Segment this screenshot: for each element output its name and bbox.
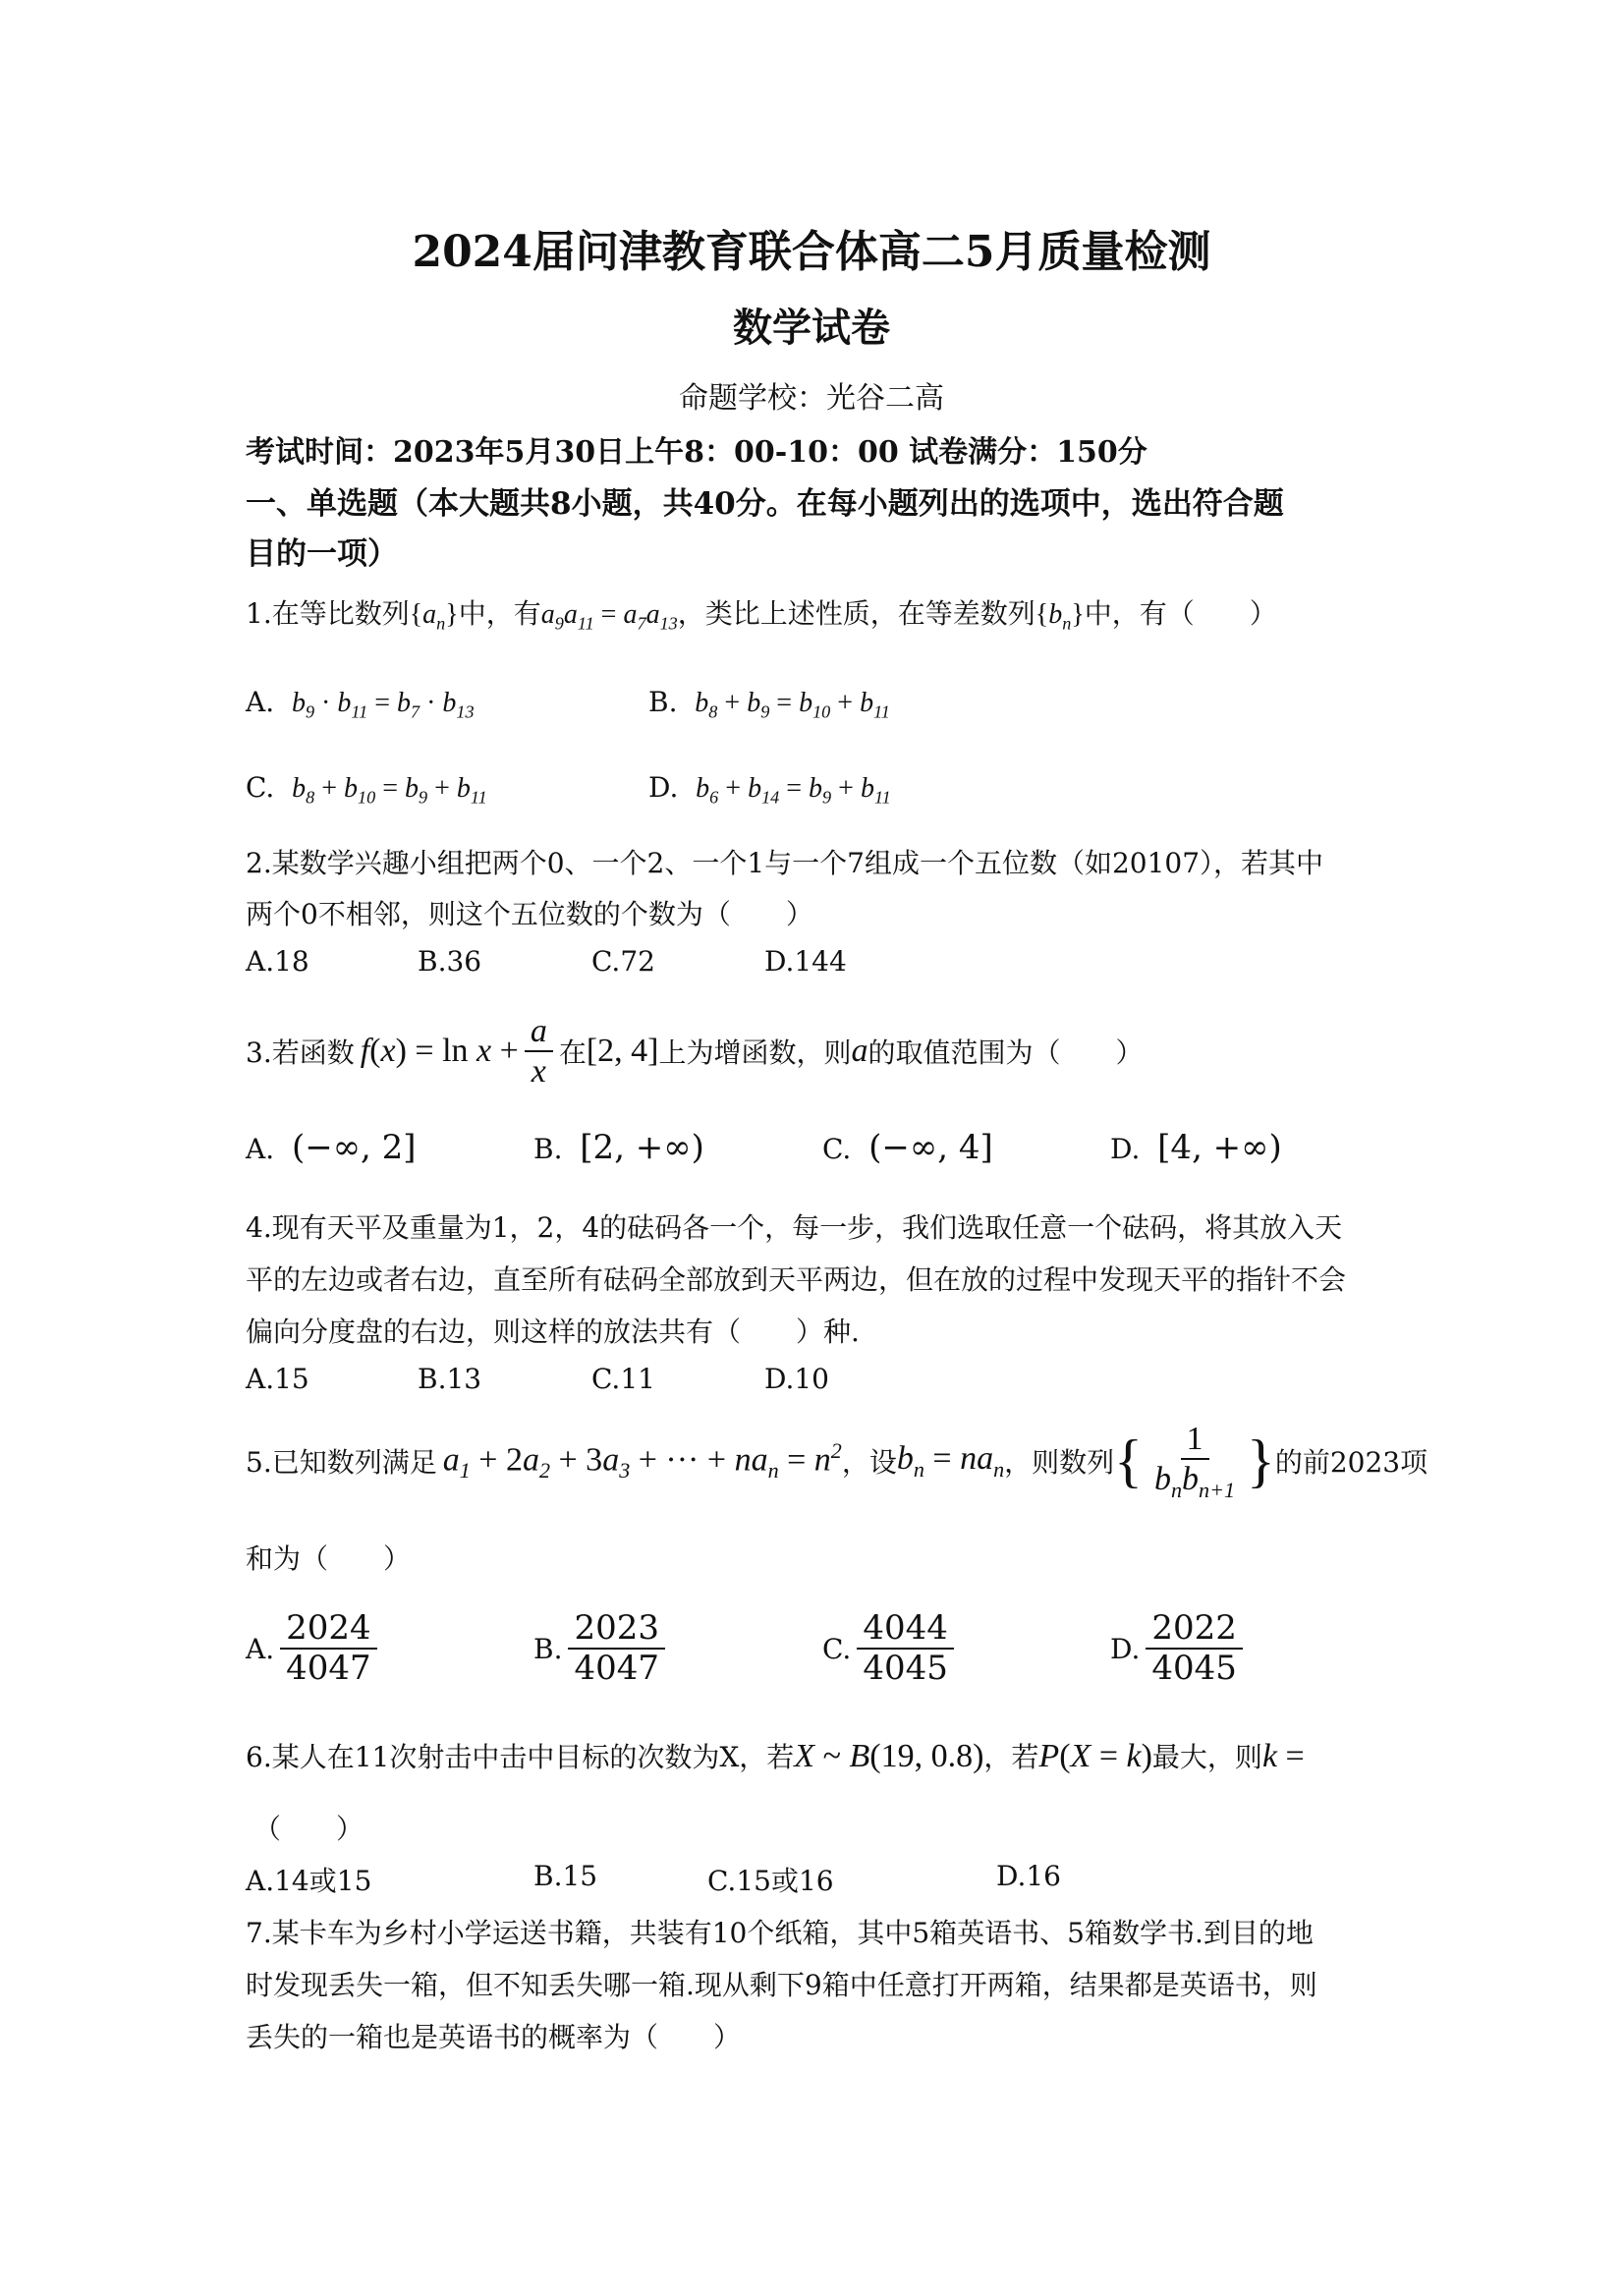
- question-7-line3: 丢失的一箱也是英语书的概率为（ ）: [246, 2021, 742, 2053]
- q3-math-function: f(x) = ln x +: [360, 1033, 519, 1070]
- q6-text-1: 6.某人在11次射击中击中目标的次数为X，若: [246, 1741, 795, 1773]
- question-1-stem: [246, 592, 1277, 635]
- q4-option-b[interactable]: B.13: [418, 1363, 482, 1395]
- q2-option-b[interactable]: B.36: [418, 945, 482, 978]
- option-label: B.: [648, 686, 678, 718]
- q5-option-c[interactable]: [822, 1609, 960, 1688]
- question-5-line2: 和为（ ）: [246, 1542, 412, 1575]
- q1-math-property: $a_9a_{11} = a_7a_{13}$: [540, 599, 678, 634]
- q3-option-c-math: (−∞, 4]: [868, 1128, 993, 1167]
- q5-option-a-fraction: [280, 1609, 377, 1688]
- q4-option-c[interactable]: C.11: [591, 1363, 655, 1395]
- q6-math-k: k =: [1261, 1738, 1305, 1774]
- q3-math-interval: [2, 4]: [586, 1033, 659, 1070]
- q3-option-a[interactable]: [246, 1128, 417, 1167]
- q1-text-1: 1.在等比数列: [246, 597, 410, 630]
- q6-math-distribution: X ~ B(19, 0.8): [794, 1738, 984, 1774]
- q3-option-d-math: [4, +∞): [1157, 1128, 1282, 1167]
- option-label: B.: [533, 1632, 563, 1665]
- denominator: 4047: [574, 1649, 660, 1689]
- numerator: 2022: [1146, 1609, 1243, 1650]
- q1-text-3: ，类比上述性质，在等差数列: [677, 597, 1035, 630]
- q5-math-sum: $a_1 + 2a_2 + 3a_3$ + ··· + $na_n = n^2$: [442, 1438, 842, 1484]
- option-label: D.: [1110, 1133, 1141, 1165]
- q6-option-c[interactable]: C.15或16: [707, 1865, 834, 1897]
- q1-option-a-math: $b_9 \cdot b_{11} = b_7 \cdot b_{13}$: [291, 688, 475, 722]
- question-7-line1: 7.某卡车为乡村小学运送书籍，共装有10个纸箱，其中5箱英语书、5箱数学书.到目的地: [246, 1917, 1314, 1949]
- q3-option-a-math: (−∞, 2]: [291, 1128, 417, 1167]
- question-5-stem: [246, 1420, 1427, 1502]
- q4-option-a[interactable]: A.15: [246, 1363, 309, 1395]
- question-2-line1: 2.某数学兴趣小组把两个0、一个2、一个1与一个7组成一个五位数（如20107），若其中: [246, 847, 1324, 879]
- q5-option-b-fraction: [568, 1609, 665, 1688]
- q6-text-2: ，若: [983, 1741, 1039, 1773]
- q6-option-a[interactable]: A.14或15: [246, 1865, 372, 1897]
- q1-option-d-math: $b_6 + b_{14} = b_9 + b_{11}$: [696, 773, 891, 808]
- q3-option-b[interactable]: [533, 1128, 704, 1167]
- q6-option-b[interactable]: B.15: [533, 1860, 598, 1892]
- q6-option-d[interactable]: D.16: [996, 1860, 1061, 1892]
- option-label: A.: [246, 1133, 275, 1165]
- section-heading-line1: 一、单选题（本大题共8小题，共40分。在每小题列出的选项中，选出符合题: [246, 486, 1284, 522]
- denominator: 4045: [1151, 1649, 1237, 1689]
- numerator: 4044: [857, 1609, 954, 1650]
- numerator: 2023: [568, 1609, 665, 1650]
- option-label: A.: [246, 686, 275, 718]
- denominator: 4047: [286, 1649, 371, 1689]
- q3-math-a: a: [851, 1033, 868, 1070]
- q5-option-c-fraction: [857, 1609, 954, 1688]
- q4-option-d[interactable]: D.10: [764, 1363, 829, 1395]
- q5-option-a[interactable]: [246, 1609, 383, 1688]
- q2-option-c[interactable]: C.72: [591, 945, 655, 978]
- denominator: 4045: [863, 1649, 948, 1689]
- q1-math-seq-a: $\{a_n\}$: [409, 599, 459, 634]
- q5-math-bn: $b_n = na_n$: [896, 1439, 1005, 1482]
- option-label: C.: [822, 1133, 852, 1165]
- option-label: C.: [822, 1632, 852, 1665]
- q1-option-c-math: $b_8 + b_{10} = b_9 + b_{11}$: [292, 773, 487, 808]
- q6-math-probability: P(X = k): [1038, 1738, 1152, 1774]
- option-label: D.: [1110, 1632, 1141, 1665]
- q3-option-c[interactable]: [822, 1128, 993, 1167]
- q5-option-d[interactable]: [1110, 1609, 1249, 1688]
- q1-option-d[interactable]: [648, 771, 891, 809]
- q3-text-1: 3.若函数: [246, 1036, 355, 1070]
- q1-option-a[interactable]: [246, 686, 475, 723]
- q1-math-seq-b: $\{b_n\}$: [1035, 599, 1085, 634]
- exam-info: 考试时间：2023年5月30日上午8：00-10：00 试卷满分：150分: [246, 435, 1147, 470]
- option-label: C.: [246, 771, 275, 804]
- option-label: D.: [648, 771, 679, 804]
- question-4-line2: 平的左边或者右边，直至所有砝码全部放到天平两边，但在放的过程中发现天平的指针不会: [246, 1263, 1347, 1296]
- question-4-line3: 偏向分度盘的右边，则这样的放法共有（ ）种.: [246, 1316, 860, 1348]
- question-2-line2: 两个0不相邻，则这个五位数的个数为（ ）: [246, 898, 813, 930]
- section-heading-line2: 目的一项）: [246, 536, 398, 572]
- q1-text-2: 中，有: [458, 597, 541, 630]
- exam-title: 2024届问津教育联合体高二5月质量检测: [412, 227, 1211, 277]
- q5-option-b[interactable]: [533, 1609, 671, 1688]
- q1-option-b[interactable]: [648, 686, 890, 723]
- question-6-line2: （ ）: [253, 1813, 364, 1845]
- q3-text-2: 在: [558, 1036, 587, 1070]
- q5-option-d-fraction: [1146, 1609, 1243, 1688]
- question-3-stem: [246, 1012, 1144, 1091]
- q3-text-4: 的取值范围为（ ）: [867, 1036, 1144, 1070]
- numerator: 2024: [280, 1609, 377, 1650]
- q6-text-3: 最大，则: [1151, 1741, 1262, 1773]
- q2-option-d[interactable]: D.144: [764, 945, 847, 978]
- q3-math-fraction: $\frac{a}{x}$: [525, 1012, 553, 1091]
- q1-text-4: 中，有（ ）: [1084, 597, 1277, 630]
- question-7-line2: 时发现丢失一箱，但不知丢失哪一箱.现从剩下9箱中任意打开两箱，结果都是英语书，则: [246, 1969, 1317, 2001]
- q2-option-a[interactable]: A.18: [246, 945, 309, 978]
- q5-text-2: ，设: [841, 1446, 897, 1480]
- q3-option-b-math: [2, +∞): [580, 1128, 704, 1167]
- question-6-stem: [246, 1736, 1305, 1775]
- q3-option-d[interactable]: [1110, 1128, 1282, 1167]
- q3-text-3: 上为增函数，则: [658, 1036, 852, 1070]
- q5-text-3: ，则数列: [1004, 1446, 1115, 1480]
- q1-option-c[interactable]: [246, 771, 487, 809]
- exam-school: 命题学校：光谷二高: [679, 381, 944, 416]
- question-4-line1: 4.现有天平及重量为1，2，4的砝码各一个，每一步，我们选取任意一个砝码，将其放入天: [246, 1211, 1343, 1244]
- q5-math-sequence: { $\frac{1}{b_nb_{n+1}}$ }: [1114, 1421, 1275, 1502]
- q1-option-b-math: $b_8 + b_9 = b_{10} + b_{11}$: [695, 688, 890, 722]
- q5-text-4: 的前2023项: [1274, 1446, 1428, 1480]
- option-label: A.: [246, 1632, 275, 1665]
- q5-text-1: 5.已知数列满足: [246, 1446, 437, 1480]
- option-label: B.: [533, 1133, 563, 1165]
- exam-subtitle: 数学试卷: [733, 305, 890, 351]
